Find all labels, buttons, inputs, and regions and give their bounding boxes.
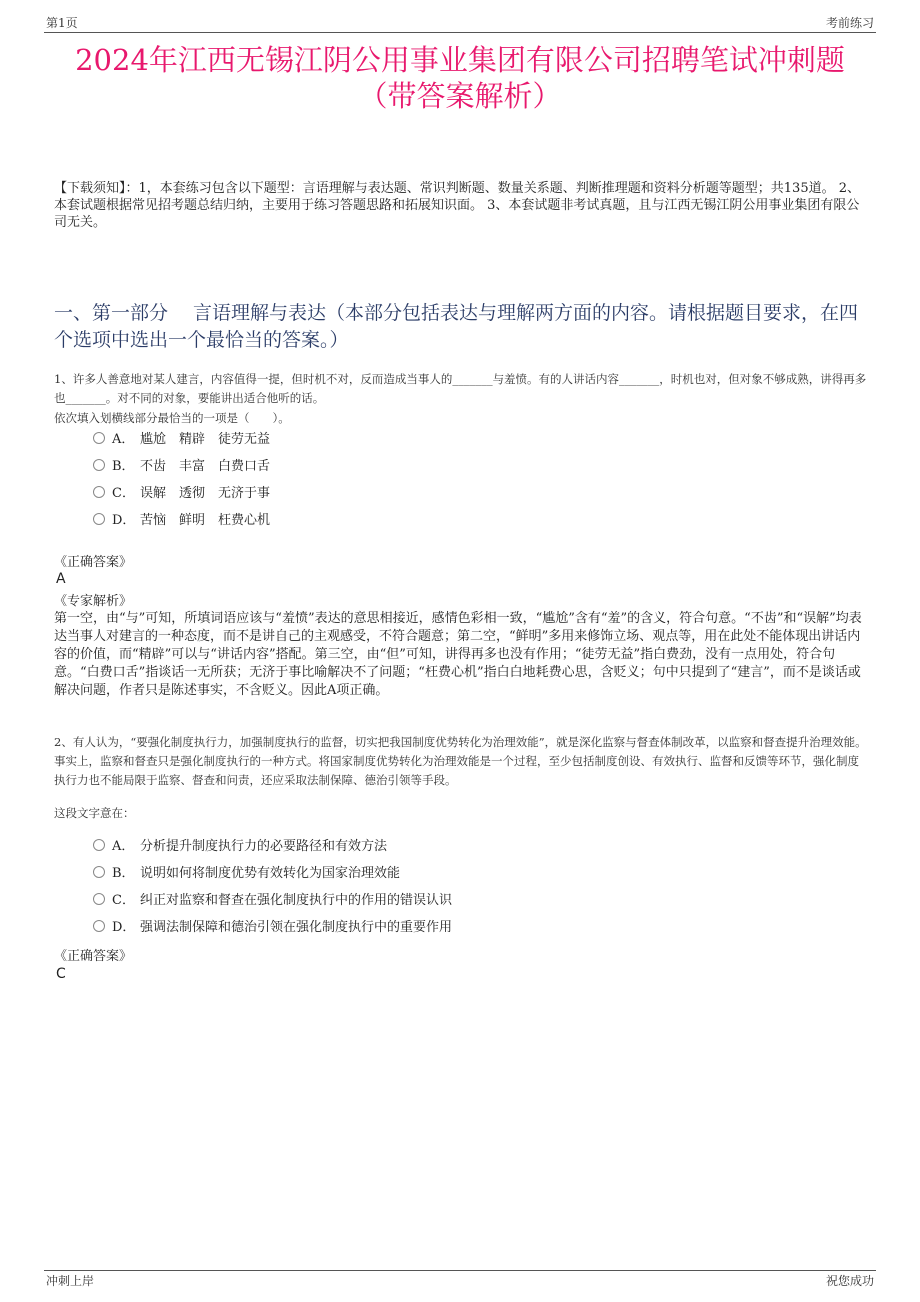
q2-answer: C [56,966,66,982]
title-line-1: 2024年江西无锡江阴公用事业集团有限公司招聘笔试冲刺题 [75,43,845,77]
q2-option-a[interactable] [93,838,387,856]
q1-option-d[interactable] [93,512,270,530]
page-number: 第1页 [46,16,78,30]
q2-option-c[interactable] [93,892,452,910]
option-letter: C． [112,486,135,501]
q1-answer: A [56,571,66,587]
header-tag: 考前练习 [825,16,874,30]
option-text: 误解 透彻 无济于事 [140,486,271,501]
radio-icon[interactable] [93,893,105,905]
option-letter: D． [112,920,136,935]
page-title [40,42,880,114]
option-letter: A． [112,432,135,447]
option-text: 强调法制保障和德治引领在强化制度执行中的重要作用 [140,920,453,935]
radio-icon[interactable] [93,486,105,498]
radio-icon[interactable] [93,459,105,471]
q2-answer-label: 《正确答案》 [54,949,133,964]
q1-option-b[interactable] [93,458,270,476]
download-notice: 【下载须知】：1，本套练习包含以下题型：言语理解与表达题、常识判断题、数量关系题、判断推理题和资料分析题等题型；共135道。 2、本套试题根据常见招考题总结归纳，主要用于练习答题思路和拓展知识面。 3、本套试题非考试真题，且与江西无锡江阴公用事业集团有限公司无关。 [54,181,860,230]
option-text: 分析提升制度执行力的必要路径和有效方法 [140,839,388,854]
option-letter: B． [112,459,135,474]
q1-analysis: 第一空，由“与”可知，所填词语应该与“羞愤”表达的意思相接近，感情色彩相一致，“尴尬”含有“羞”的含义，符合句意。“不齿”和“误解”均表达当事人对建言的一种态度，而不是讲自己的主观感受，不符合题意；第二空，“鲜明”多用来修饰立场、观点等，用在此处不能体现出讲话内容的价值，而“精辟”可以与“讲话内容”搭配。第三空，由“但”可知，讲得再多也没有作用；“徒劳无益”指白费劲，没有一点用处，符合句意。“白费口舌”指谈话一无所获；无济于事比喻解决不了问题；“枉费心机”指白白地耗费心思，含贬义；句中只提到了“建言”，而不是谈话或解决问题，作者只是陈述事实，不含贬义。因此A项正确。 [54,611,862,698]
q1-analysis-label: 《专家解析》 [54,594,133,609]
radio-icon[interactable] [93,920,105,932]
q2-option-b[interactable] [93,865,400,883]
option-text: 纠正对监察和督查在强化制度执行中的作用的错误认识 [140,893,453,908]
header-divider [44,32,876,33]
q1-option-a[interactable] [93,431,270,449]
radio-icon[interactable] [93,839,105,851]
radio-icon[interactable] [93,866,105,878]
title-line-2: （带答案解析） [358,79,562,113]
question-2-prompt: 这段文字意在： [54,806,135,820]
option-text: 苦恼 鲜明 枉费心机 [140,513,271,528]
option-text: 尴尬 精辟 徒劳无益 [140,432,271,447]
option-text: 不齿 丰富 白费口舌 [140,459,271,474]
footer-right: 祝您成功 [825,1274,874,1288]
option-letter: B． [112,866,135,881]
footer-divider [44,1270,876,1271]
option-text: 说明如何将制度优势有效转化为国家治理效能 [140,866,401,881]
q1-option-c[interactable] [93,485,270,503]
question-1-prompt: 依次填入划横线部分最恰当的一项是（ ）。 [54,411,290,425]
option-letter: C． [112,893,135,908]
footer-left: 冲刺上岸 [46,1274,95,1288]
option-letter: D． [112,513,136,528]
question-2-stem: 2、有人认为，“要强化制度执行力，加强制度执行的监督，切实把我国制度优势转化为治理效能”，就是深化监察与督查体制改革，以监察和督查提升治理效能。事实上，监察和督查只是强化制度执行的一种方式。将国家制度优势转化为治理效能是一个过程，至少包括制度创设、有效执行、监督和反馈等环节，强化制度执行力也不能局限于监察、督查和问责，还应采取法制保障、德治引领等手段。 [54,735,867,787]
question-1-stem: 1、许多人善意地对某人建言，内容值得一提，但时机不对，反而造成当事人的_______与羞愤。有的人讲话内容_______，时机也对，但对象不够成熟，讲得再多也_______。对不同的对象，要能讲出适合他听的话。 [54,372,867,405]
q1-answer-label: 《正确答案》 [54,555,133,570]
section-heading: 一、第一部分 言语理解与表达（本部分包括表达与理解两方面的内容。请根据题目要求，在四个选项中选出一个最恰当的答案。） [54,302,859,351]
q2-option-d[interactable] [93,919,452,937]
radio-icon[interactable] [93,513,105,525]
option-letter: A． [112,839,135,854]
radio-icon[interactable] [93,432,105,444]
